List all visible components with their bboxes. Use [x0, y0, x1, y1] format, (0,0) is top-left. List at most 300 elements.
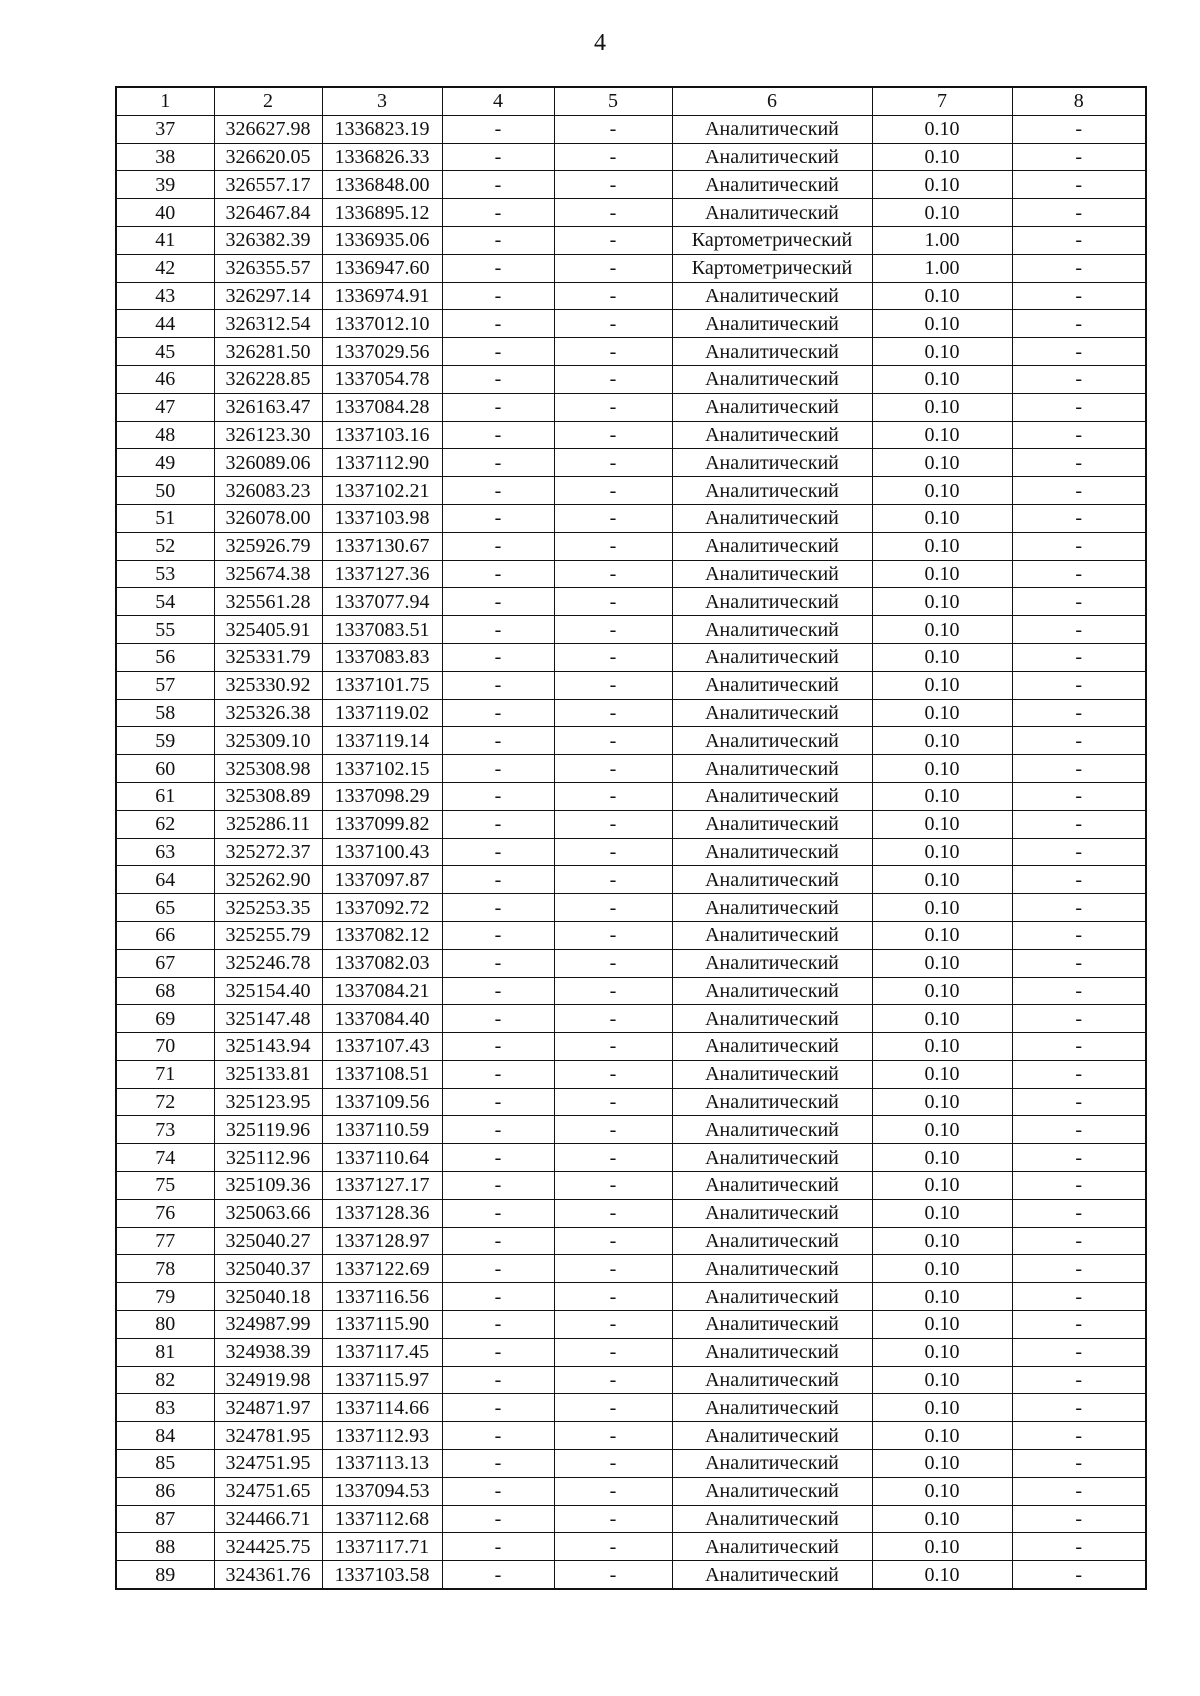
- table-cell: 325143.94: [214, 1033, 322, 1061]
- table-cell: Аналитический: [672, 504, 872, 532]
- table-cell: 1337117.45: [322, 1338, 442, 1366]
- table-row: [116, 1366, 1146, 1394]
- column-header: 3: [322, 87, 442, 115]
- table-cell: Аналитический: [672, 1144, 872, 1172]
- table-cell: 0.10: [872, 755, 1012, 783]
- table-cell: 325040.18: [214, 1283, 322, 1311]
- table-cell: -: [554, 1199, 672, 1227]
- table-cell: 0.10: [872, 588, 1012, 616]
- table-row: [116, 894, 1146, 922]
- table-row: [116, 616, 1146, 644]
- table-cell: 71: [116, 1060, 214, 1088]
- table-cell: -: [554, 1311, 672, 1339]
- table-row: [116, 699, 1146, 727]
- table-cell: 65: [116, 894, 214, 922]
- table-cell: -: [554, 1366, 672, 1394]
- table-cell: 74: [116, 1144, 214, 1172]
- table-cell: Аналитический: [672, 755, 872, 783]
- table-row: [116, 504, 1146, 532]
- table-cell: -: [554, 338, 672, 366]
- table-cell: -: [554, 643, 672, 671]
- table-cell: 325561.28: [214, 588, 322, 616]
- table-cell: -: [1012, 560, 1146, 588]
- table-cell: -: [1012, 254, 1146, 282]
- table-cell: 325123.95: [214, 1088, 322, 1116]
- table-cell: 1337115.97: [322, 1366, 442, 1394]
- table-row: [116, 643, 1146, 671]
- table-cell: -: [1012, 1561, 1146, 1589]
- table-cell: 1337100.43: [322, 838, 442, 866]
- table-cell: 1336935.06: [322, 226, 442, 254]
- table-row: [116, 254, 1146, 282]
- table-cell: 0.10: [872, 393, 1012, 421]
- table-cell: Аналитический: [672, 143, 872, 171]
- table-cell: -: [554, 810, 672, 838]
- table-row: [116, 1172, 1146, 1200]
- table-cell: -: [1012, 282, 1146, 310]
- table-cell: -: [554, 1533, 672, 1561]
- table-cell: -: [554, 1505, 672, 1533]
- table-cell: Аналитический: [672, 616, 872, 644]
- column-header: 6: [672, 87, 872, 115]
- table-cell: -: [442, 949, 554, 977]
- table-cell: 54: [116, 588, 214, 616]
- table-cell: 0.10: [872, 1394, 1012, 1422]
- table-cell: 324987.99: [214, 1311, 322, 1339]
- table-body: [116, 115, 1146, 1589]
- table-row: [116, 1255, 1146, 1283]
- table-cell: -: [1012, 199, 1146, 227]
- table-cell: 0.10: [872, 1505, 1012, 1533]
- table-cell: 325262.90: [214, 866, 322, 894]
- table-cell: 63: [116, 838, 214, 866]
- table-cell: 0.10: [872, 171, 1012, 199]
- table-cell: -: [1012, 1199, 1146, 1227]
- table-cell: 0.10: [872, 616, 1012, 644]
- table-cell: -: [1012, 699, 1146, 727]
- table-row: [116, 1505, 1146, 1533]
- table-cell: -: [554, 199, 672, 227]
- table-cell: 325133.81: [214, 1060, 322, 1088]
- table-cell: -: [1012, 643, 1146, 671]
- table-cell: -: [442, 810, 554, 838]
- table-cell: -: [554, 1561, 672, 1589]
- table-cell: 51: [116, 504, 214, 532]
- table-row: [116, 421, 1146, 449]
- table-cell: -: [442, 282, 554, 310]
- table-cell: 0.10: [872, 477, 1012, 505]
- table-cell: -: [554, 171, 672, 199]
- table-cell: -: [554, 671, 672, 699]
- table-cell: -: [1012, 477, 1146, 505]
- table-cell: 1337116.56: [322, 1283, 442, 1311]
- table-cell: 0.10: [872, 810, 1012, 838]
- table-cell: Аналитический: [672, 838, 872, 866]
- table-cell: 325286.11: [214, 810, 322, 838]
- table-cell: -: [442, 643, 554, 671]
- table-cell: Аналитический: [672, 421, 872, 449]
- table-row: [116, 1088, 1146, 1116]
- table-cell: -: [554, 254, 672, 282]
- table-cell: Аналитический: [672, 282, 872, 310]
- table-cell: Аналитический: [672, 866, 872, 894]
- table-cell: 1337107.43: [322, 1033, 442, 1061]
- table-row: [116, 338, 1146, 366]
- table-cell: -: [1012, 393, 1146, 421]
- table-cell: -: [442, 671, 554, 699]
- table-cell: Аналитический: [672, 115, 872, 143]
- table-cell: -: [1012, 1033, 1146, 1061]
- table-cell: 1337117.71: [322, 1533, 442, 1561]
- table-cell: -: [442, 143, 554, 171]
- table-cell: 325147.48: [214, 1005, 322, 1033]
- table-cell: -: [554, 921, 672, 949]
- table-cell: 61: [116, 782, 214, 810]
- table-cell: -: [1012, 977, 1146, 1005]
- table-cell: 0.10: [872, 782, 1012, 810]
- table-cell: -: [554, 1088, 672, 1116]
- table-cell: 1337127.17: [322, 1172, 442, 1200]
- table-cell: -: [1012, 1338, 1146, 1366]
- table-row: [116, 282, 1146, 310]
- table-cell: -: [554, 226, 672, 254]
- table-cell: -: [554, 838, 672, 866]
- table-row: [116, 1144, 1146, 1172]
- table-cell: 87: [116, 1505, 214, 1533]
- table-cell: -: [442, 699, 554, 727]
- table-cell: Аналитический: [672, 1060, 872, 1088]
- table-cell: -: [442, 504, 554, 532]
- table-cell: -: [554, 1338, 672, 1366]
- table-cell: 325109.36: [214, 1172, 322, 1200]
- table-cell: 326467.84: [214, 199, 322, 227]
- table-cell: 81: [116, 1338, 214, 1366]
- table-cell: 76: [116, 1199, 214, 1227]
- table-cell: -: [442, 171, 554, 199]
- table-cell: -: [1012, 1005, 1146, 1033]
- table-cell: 0.10: [872, 421, 1012, 449]
- table-cell: 1.00: [872, 226, 1012, 254]
- table-cell: Аналитический: [672, 1533, 872, 1561]
- table-cell: -: [554, 1394, 672, 1422]
- table-cell: 324871.97: [214, 1394, 322, 1422]
- table-cell: -: [554, 504, 672, 532]
- table-cell: 1336895.12: [322, 199, 442, 227]
- table-cell: Аналитический: [672, 477, 872, 505]
- table-row: [116, 1450, 1146, 1478]
- table-row: [116, 949, 1146, 977]
- table-cell: Аналитический: [672, 1338, 872, 1366]
- table-row: [116, 199, 1146, 227]
- table-cell: Аналитический: [672, 1227, 872, 1255]
- table-cell: 1337084.40: [322, 1005, 442, 1033]
- table-cell: 77: [116, 1227, 214, 1255]
- table-cell: -: [1012, 949, 1146, 977]
- table-cell: 1337110.59: [322, 1116, 442, 1144]
- table-row: [116, 1033, 1146, 1061]
- table-cell: 0.10: [872, 671, 1012, 699]
- table-cell: 325331.79: [214, 643, 322, 671]
- table-cell: -: [554, 1450, 672, 1478]
- table-cell: 43: [116, 282, 214, 310]
- table-cell: 0.10: [872, 1561, 1012, 1589]
- table-cell: Аналитический: [672, 699, 872, 727]
- table-cell: -: [1012, 338, 1146, 366]
- table-cell: 326627.98: [214, 115, 322, 143]
- table-cell: 70: [116, 1033, 214, 1061]
- table-cell: 0.10: [872, 532, 1012, 560]
- table-cell: 0.10: [872, 338, 1012, 366]
- table-cell: -: [554, 755, 672, 783]
- table-cell: 1337084.21: [322, 977, 442, 1005]
- table-cell: 1337112.93: [322, 1422, 442, 1450]
- table-cell: 325405.91: [214, 616, 322, 644]
- table-cell: 37: [116, 115, 214, 143]
- table-cell: 325309.10: [214, 727, 322, 755]
- table-cell: 0.10: [872, 1199, 1012, 1227]
- table-row: [116, 838, 1146, 866]
- table-cell: 0.10: [872, 449, 1012, 477]
- table-cell: -: [442, 977, 554, 1005]
- table-row: [116, 1477, 1146, 1505]
- table-cell: 58: [116, 699, 214, 727]
- table-cell: -: [442, 365, 554, 393]
- table-cell: 39: [116, 171, 214, 199]
- table-row: [116, 755, 1146, 783]
- table-cell: 45: [116, 338, 214, 366]
- table-cell: -: [554, 588, 672, 616]
- table-cell: 1337109.56: [322, 1088, 442, 1116]
- table-cell: 0.10: [872, 199, 1012, 227]
- table-cell: Аналитический: [672, 643, 872, 671]
- table-cell: 0.10: [872, 643, 1012, 671]
- column-header: 4: [442, 87, 554, 115]
- table-cell: 324938.39: [214, 1338, 322, 1366]
- table-cell: Аналитический: [672, 1116, 872, 1144]
- table-cell: 52: [116, 532, 214, 560]
- table-row: [116, 449, 1146, 477]
- table-cell: Аналитический: [672, 1172, 872, 1200]
- table-cell: -: [554, 560, 672, 588]
- table-cell: Аналитический: [672, 1450, 872, 1478]
- table-cell: Аналитический: [672, 449, 872, 477]
- table-cell: 0.10: [872, 1477, 1012, 1505]
- table-cell: -: [1012, 921, 1146, 949]
- table-cell: -: [1012, 894, 1146, 922]
- table-cell: 0.10: [872, 699, 1012, 727]
- table-cell: -: [554, 782, 672, 810]
- table-cell: -: [554, 1227, 672, 1255]
- table-cell: 84: [116, 1422, 214, 1450]
- table-cell: -: [1012, 782, 1146, 810]
- table-cell: 326312.54: [214, 310, 322, 338]
- table-cell: 41: [116, 226, 214, 254]
- table-row: [116, 810, 1146, 838]
- table-cell: -: [442, 1338, 554, 1366]
- table-cell: 62: [116, 810, 214, 838]
- table-cell: Аналитический: [672, 782, 872, 810]
- table-row: [116, 1394, 1146, 1422]
- table-cell: Картометрический: [672, 254, 872, 282]
- column-header: 1: [116, 87, 214, 115]
- table-cell: Аналитический: [672, 1394, 872, 1422]
- table-cell: -: [554, 1255, 672, 1283]
- table-cell: 1337122.69: [322, 1255, 442, 1283]
- table-cell: 0.10: [872, 977, 1012, 1005]
- table-cell: 0.10: [872, 1422, 1012, 1450]
- table-cell: 1337103.58: [322, 1561, 442, 1589]
- table-cell: 325063.66: [214, 1199, 322, 1227]
- table-cell: -: [554, 282, 672, 310]
- table-cell: 1337103.16: [322, 421, 442, 449]
- table-cell: -: [554, 310, 672, 338]
- table-cell: -: [1012, 310, 1146, 338]
- table-cell: -: [1012, 1283, 1146, 1311]
- table-cell: 68: [116, 977, 214, 1005]
- table-cell: 1337112.90: [322, 449, 442, 477]
- table-cell: 324751.65: [214, 1477, 322, 1505]
- table-cell: -: [554, 699, 672, 727]
- table-cell: 64: [116, 866, 214, 894]
- table-cell: -: [1012, 727, 1146, 755]
- table-cell: 0.10: [872, 1172, 1012, 1200]
- table-cell: 0.10: [872, 838, 1012, 866]
- table-cell: 0.10: [872, 1283, 1012, 1311]
- table-cell: -: [442, 838, 554, 866]
- table-cell: -: [1012, 143, 1146, 171]
- table-cell: -: [554, 1422, 672, 1450]
- table-cell: 0.10: [872, 282, 1012, 310]
- table-cell: 325040.37: [214, 1255, 322, 1283]
- table-cell: -: [554, 616, 672, 644]
- table-cell: 325308.89: [214, 782, 322, 810]
- table-cell: 1337119.02: [322, 699, 442, 727]
- table-cell: -: [442, 1394, 554, 1422]
- table-cell: 0.10: [872, 1116, 1012, 1144]
- table-cell: -: [442, 894, 554, 922]
- table-cell: 326355.57: [214, 254, 322, 282]
- table-cell: 0.10: [872, 1088, 1012, 1116]
- table-cell: 0.10: [872, 143, 1012, 171]
- table-cell: 0.10: [872, 1366, 1012, 1394]
- table-cell: -: [1012, 1311, 1146, 1339]
- table-row: [116, 782, 1146, 810]
- table-cell: 325272.37: [214, 838, 322, 866]
- table-row: [116, 1533, 1146, 1561]
- table-cell: 1337097.87: [322, 866, 442, 894]
- table-cell: 326557.17: [214, 171, 322, 199]
- table-cell: 0.10: [872, 866, 1012, 894]
- table-cell: Аналитический: [672, 977, 872, 1005]
- table-cell: -: [1012, 532, 1146, 560]
- table-cell: 1337127.36: [322, 560, 442, 588]
- table-cell: 326083.23: [214, 477, 322, 505]
- table-cell: 326382.39: [214, 226, 322, 254]
- table-row: [116, 727, 1146, 755]
- table-cell: 1337102.21: [322, 477, 442, 505]
- table-cell: -: [554, 365, 672, 393]
- table-cell: -: [1012, 171, 1146, 199]
- table-cell: 0.10: [872, 727, 1012, 755]
- table-cell: -: [1012, 504, 1146, 532]
- table-cell: 1336823.19: [322, 115, 442, 143]
- table-cell: -: [442, 1088, 554, 1116]
- table-cell: 1337099.82: [322, 810, 442, 838]
- table-cell: 0.10: [872, 1060, 1012, 1088]
- table-row: [116, 115, 1146, 143]
- table-cell: 325119.96: [214, 1116, 322, 1144]
- table-header-row: [116, 87, 1146, 115]
- table-row: [116, 977, 1146, 1005]
- table-cell: Аналитический: [672, 365, 872, 393]
- table-cell: -: [554, 727, 672, 755]
- column-header: 2: [214, 87, 322, 115]
- table-cell: -: [554, 1116, 672, 1144]
- table-cell: -: [442, 532, 554, 560]
- table-cell: -: [554, 949, 672, 977]
- table-cell: -: [442, 921, 554, 949]
- table-row: [116, 310, 1146, 338]
- table-cell: -: [442, 1033, 554, 1061]
- table-cell: 0.10: [872, 894, 1012, 922]
- table-cell: Аналитический: [672, 1005, 872, 1033]
- table-cell: -: [442, 1060, 554, 1088]
- table-cell: 88: [116, 1533, 214, 1561]
- table-cell: -: [554, 143, 672, 171]
- table-cell: Аналитический: [672, 727, 872, 755]
- table-cell: Аналитический: [672, 1088, 872, 1116]
- column-header: 5: [554, 87, 672, 115]
- table-row: [116, 1060, 1146, 1088]
- table-cell: 0.10: [872, 1144, 1012, 1172]
- table-cell: -: [442, 254, 554, 282]
- table-row: [116, 560, 1146, 588]
- table-cell: Аналитический: [672, 1505, 872, 1533]
- table-cell: -: [554, 977, 672, 1005]
- table-cell: 0.10: [872, 1005, 1012, 1033]
- table-row: [116, 1338, 1146, 1366]
- table-cell: Аналитический: [672, 393, 872, 421]
- table-cell: Аналитический: [672, 1477, 872, 1505]
- table-cell: 326123.30: [214, 421, 322, 449]
- table-cell: -: [1012, 449, 1146, 477]
- table-cell: -: [442, 1116, 554, 1144]
- table-cell: -: [442, 1366, 554, 1394]
- table-cell: -: [554, 1060, 672, 1088]
- table-cell: -: [1012, 1422, 1146, 1450]
- table-row: [116, 588, 1146, 616]
- table-row: [116, 1311, 1146, 1339]
- table-cell: 78: [116, 1255, 214, 1283]
- table-cell: -: [554, 866, 672, 894]
- table-cell: 1337094.53: [322, 1477, 442, 1505]
- table-cell: Аналитический: [672, 1283, 872, 1311]
- table-cell: -: [442, 1477, 554, 1505]
- table-cell: 55: [116, 616, 214, 644]
- table-cell: -: [442, 1311, 554, 1339]
- table-cell: 56: [116, 643, 214, 671]
- table-cell: 80: [116, 1311, 214, 1339]
- table-cell: -: [442, 1227, 554, 1255]
- table-cell: -: [1012, 1227, 1146, 1255]
- table-cell: -: [442, 560, 554, 588]
- table-cell: -: [442, 310, 554, 338]
- table-cell: -: [554, 1144, 672, 1172]
- table-cell: 44: [116, 310, 214, 338]
- table-cell: 48: [116, 421, 214, 449]
- table-cell: -: [554, 1033, 672, 1061]
- table-row: [116, 921, 1146, 949]
